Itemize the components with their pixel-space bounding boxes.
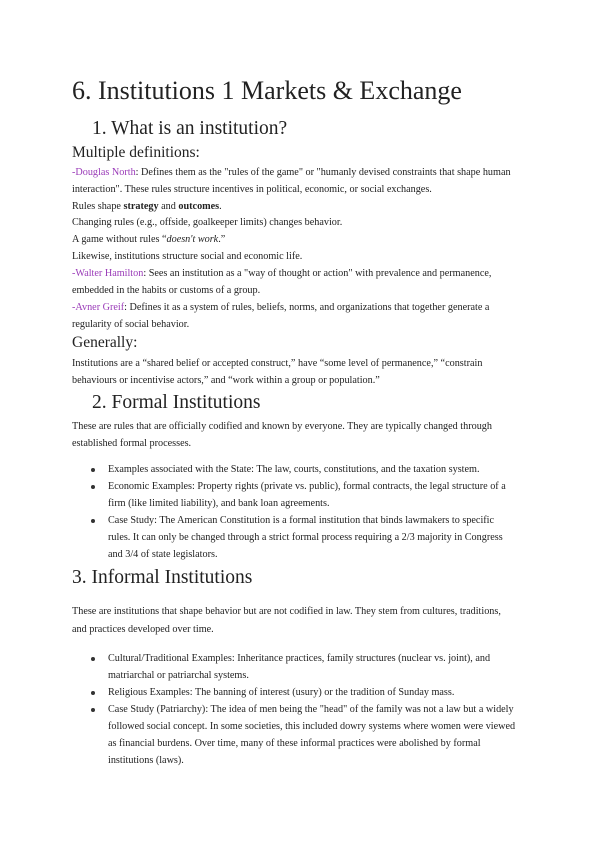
bullet-icon — [91, 468, 95, 472]
greif-definition-text: : Defines it as a system of rules, beliefs, norms, and organizations that together generate a — [124, 302, 490, 313]
list-item-case-study-patriarchy-line1: Case Study (Patriarchy): The idea of men being the "head" of the family was not a law but a widely — [108, 704, 514, 715]
paragraph-generally-line1: Institutions are a “shared belief or accepted construct,” have “some level of permanence,” “constrain — [72, 358, 483, 369]
walter-hamilton-link[interactable]: -Walter Hamilton — [72, 268, 144, 279]
bullet-icon — [91, 519, 95, 523]
list-item-state-examples: Examples associated with the State: The law, courts, constitutions, and the taxation system. — [108, 464, 480, 475]
list-item-cultural-examples-line2: matriarchal or patriarchal systems. — [108, 670, 249, 681]
list-item-cultural-examples-line1: Cultural/Traditional Examples: Inheritance practices, family structures (nuclear vs. joint), and — [108, 653, 491, 664]
list-item-case-study-patriarchy-line4: institutions (laws). — [108, 755, 184, 766]
paragraph-greif-line1 — [72, 299, 489, 316]
section-heading-formal-institutions: 2. Formal Institutions — [92, 392, 261, 413]
paragraph-generally-line2: behaviours or incentivise actors,” and “work within a group or population.” — [72, 375, 380, 386]
paragraph-hamilton-line1 — [72, 265, 491, 282]
list-item-religious-examples: Religious Examples: The banning of interest (usury) or the tradition of Sunday mass. — [108, 687, 455, 698]
paragraph-changing-rules: Changing rules (e.g., offside, goalkeeper limits) changes behavior. — [72, 217, 343, 228]
bullet-icon — [91, 657, 95, 661]
paragraph-hamilton-line2: embedded in the habits or customs of a group. — [72, 285, 261, 296]
list-item-case-study-constitution-line2: rules. It can only be changed through a strict formal process requiring a 2/3 majority in Congress — [108, 532, 503, 543]
paragraph-rules-shape — [72, 198, 222, 215]
game-pre-text: A game without rules “ — [72, 234, 167, 245]
subheading-generally: Generally: — [72, 334, 138, 351]
rules-end-text: . — [219, 201, 222, 212]
subheading-multiple-definitions: Multiple definitions: — [72, 144, 200, 161]
list-item-case-study-constitution-line1: Case Study: The American Constitution is a formal institution that binds lawmakers to specific — [108, 515, 495, 526]
paragraph-formal-intro-line1: These are rules that are officially codified and known by everyone. They are typically changed through — [72, 421, 492, 432]
paragraph-north-line1 — [72, 164, 511, 181]
strategy-bold: strategy — [123, 201, 159, 212]
bullet-icon — [91, 485, 95, 489]
bullet-icon — [91, 691, 95, 695]
section-heading-what-is-institution: 1. What is an institution? — [92, 118, 288, 139]
list-item-case-study-constitution-line3: and 3/4 of state legislators. — [108, 549, 218, 560]
list-item-case-study-patriarchy-line3: as financial burdens. Over time, many of these informal practices were abolished by formal — [108, 738, 481, 749]
douglas-north-link[interactable]: -Douglas North — [72, 167, 136, 178]
rules-pre-text: Rules shape — [72, 201, 124, 212]
doesnt-work-italic: doesn't work — [166, 234, 219, 245]
paragraph-informal-intro-line1: These are institutions that shape behavior but are not codified in law. They stem from cultures, traditions, — [72, 606, 501, 617]
paragraph-north-line2: interaction". These rules structure incentives in political, economic, or social exchanges. — [72, 184, 432, 195]
paragraph-formal-intro-line2: established formal processes. — [72, 438, 192, 449]
list-item-economic-examples-line2: firm (like limited liability), and bank loan agreements. — [108, 498, 330, 509]
bullet-icon — [91, 708, 95, 712]
section-heading-informal-institutions: 3. Informal Institutions — [72, 567, 253, 588]
list-item-case-study-patriarchy-line2: followed social concept. In some societies, this included dowry systems where women were viewed — [108, 721, 516, 732]
paragraph-greif-line2: regularity of social behavior. — [72, 319, 190, 330]
list-item-economic-examples-line1: Economic Examples: Property rights (private vs. public), formal contracts, the legal structure of a — [108, 481, 506, 492]
paragraph-informal-intro-line2: and practices developed over time. — [72, 624, 214, 635]
outcomes-bold: outcomes — [178, 201, 220, 212]
rules-and-text: and — [158, 201, 179, 212]
north-definition-text: : Defines them as the "rules of the game" or "humanly devised constraints that shape human — [135, 167, 511, 178]
paragraph-likewise: Likewise, institutions structure social and economic life. — [72, 251, 303, 262]
hamilton-definition-text: : Sees an institution as a "way of thought or action" with prevalence and permanence, — [143, 268, 492, 279]
game-end-text: .” — [218, 234, 226, 245]
page-title: 6. Institutions 1 Markets & Exchange — [72, 76, 462, 105]
avner-greif-link[interactable]: -Avner Greif — [72, 302, 125, 313]
paragraph-game-without-rules — [72, 231, 225, 248]
